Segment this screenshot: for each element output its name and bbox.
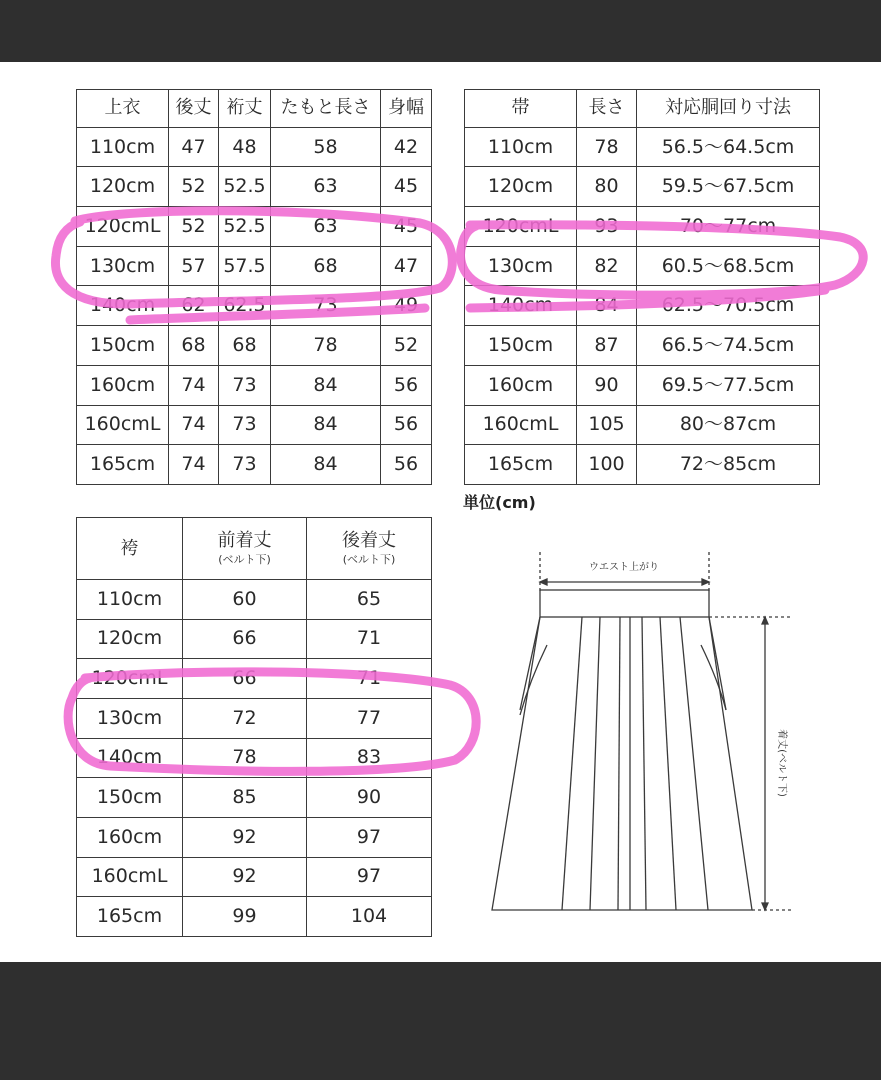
table-cell: 83 xyxy=(307,738,432,778)
table-cell: 58 xyxy=(271,127,381,167)
table-row xyxy=(77,365,432,405)
column-header: 袴 xyxy=(77,518,183,580)
table-cell: 92 xyxy=(183,857,307,897)
table-row xyxy=(77,445,432,485)
table-cell: 165cm xyxy=(77,897,183,937)
table-cell: 165cm xyxy=(465,445,577,485)
table-cell: 68 xyxy=(271,246,381,286)
column-header: 身幅 xyxy=(381,90,432,128)
top-dark-bar xyxy=(0,0,881,62)
table-cell: 56 xyxy=(381,365,432,405)
table-cell: 56 xyxy=(381,445,432,485)
table-cell: 140cm xyxy=(77,738,183,778)
table-cell: 110cm xyxy=(77,580,183,620)
table-cell: 45 xyxy=(381,167,432,207)
table-cell: 84 xyxy=(271,365,381,405)
column-header: 上衣 xyxy=(77,90,169,128)
table-row xyxy=(77,405,432,445)
pleat-line xyxy=(660,617,676,910)
table-row xyxy=(465,445,820,485)
side-slit-left xyxy=(520,617,540,710)
table-row xyxy=(77,778,432,818)
table-cell: 77 xyxy=(307,698,432,738)
table-cell: 52.5 xyxy=(219,207,271,247)
table-cell: 140cm xyxy=(77,286,169,326)
header-note-text: (ベルト下) xyxy=(342,553,396,566)
table-cell: 105 xyxy=(577,405,637,445)
table-cell: 97 xyxy=(307,817,432,857)
table-cell: 120cm xyxy=(77,167,169,207)
table-cell: 130cm xyxy=(77,246,169,286)
table-cell: 160cmL xyxy=(77,405,169,445)
table-cell: 63 xyxy=(271,207,381,247)
table-cell: 68 xyxy=(169,326,219,366)
table-cell: 72～85cm xyxy=(637,445,820,485)
table-cell: 160cm xyxy=(77,365,169,405)
pleat-line xyxy=(562,617,582,910)
table-cell: 110cm xyxy=(77,127,169,167)
table-cell: 90 xyxy=(307,778,432,818)
header-note-text: (ベルト下) xyxy=(218,553,271,566)
table-cell: 84 xyxy=(271,405,381,445)
table-cell: 120cm xyxy=(465,167,577,207)
table-cell: 47 xyxy=(169,127,219,167)
table-cell: 62 xyxy=(169,286,219,326)
table-row xyxy=(77,207,432,247)
table-row xyxy=(465,326,820,366)
table-cell: 104 xyxy=(307,897,432,937)
column-header-back-length xyxy=(307,518,432,580)
table-cell: 57.5 xyxy=(219,246,271,286)
table-cell: 120cmL xyxy=(77,659,183,699)
table-header-row xyxy=(465,90,820,128)
side-slit-right xyxy=(709,617,726,710)
pleat-line xyxy=(680,617,708,910)
table-cell: 84 xyxy=(577,286,637,326)
table-cell: 70～77cm xyxy=(637,207,820,247)
table-row xyxy=(465,286,820,326)
bottom-dark-bar xyxy=(0,962,881,1080)
table-row xyxy=(77,857,432,897)
table-cell: 78 xyxy=(271,326,381,366)
table-cell: 85 xyxy=(183,778,307,818)
table-cell: 72 xyxy=(183,698,307,738)
column-header: たもと長さ xyxy=(271,90,381,128)
table-row xyxy=(465,127,820,167)
table-cell: 130cm xyxy=(77,698,183,738)
table-cell: 78 xyxy=(183,738,307,778)
table-cell: 71 xyxy=(307,659,432,699)
table-row xyxy=(465,207,820,247)
table-cell: 66.5～74.5cm xyxy=(637,326,820,366)
table-cell: 130cm xyxy=(465,246,577,286)
table-header-row xyxy=(77,518,432,580)
table-cell: 68 xyxy=(219,326,271,366)
table-cell: 52.5 xyxy=(219,167,271,207)
table-cell: 150cm xyxy=(77,326,169,366)
table-cell: 93 xyxy=(577,207,637,247)
table-row xyxy=(77,167,432,207)
table-header-row xyxy=(77,90,432,128)
table-row xyxy=(77,817,432,857)
belt-size-table xyxy=(464,89,820,485)
table-cell: 165cm xyxy=(77,445,169,485)
table-cell: 120cmL xyxy=(77,207,169,247)
table-cell: 84 xyxy=(271,445,381,485)
table-cell: 160cm xyxy=(465,365,577,405)
table-row xyxy=(465,246,820,286)
pleat-line xyxy=(590,617,600,910)
table-row xyxy=(77,326,432,366)
table-cell: 140cm xyxy=(465,286,577,326)
unit-label: 単位(cm) xyxy=(463,493,536,512)
table-cell: 42 xyxy=(381,127,432,167)
table-cell: 120cm xyxy=(77,619,183,659)
table-cell: 49 xyxy=(381,286,432,326)
table-cell: 110cm xyxy=(465,127,577,167)
table-row xyxy=(465,405,820,445)
table-cell: 74 xyxy=(169,445,219,485)
table-cell: 45 xyxy=(381,207,432,247)
table-cell: 57 xyxy=(169,246,219,286)
table-cell: 56 xyxy=(381,405,432,445)
table-cell: 160cmL xyxy=(465,405,577,445)
table-cell: 71 xyxy=(307,619,432,659)
column-header: 後丈 xyxy=(169,90,219,128)
hakama-diagram xyxy=(480,540,800,930)
table-cell: 160cm xyxy=(77,817,183,857)
table-cell: 52 xyxy=(169,167,219,207)
table-cell: 73 xyxy=(219,365,271,405)
table-row xyxy=(77,246,432,286)
table-cell: 63 xyxy=(271,167,381,207)
table-cell: 52 xyxy=(381,326,432,366)
table-row xyxy=(465,167,820,207)
table-cell: 73 xyxy=(219,445,271,485)
column-header-front-length xyxy=(183,518,307,580)
table-row xyxy=(77,738,432,778)
pleat-line xyxy=(642,617,646,910)
table-cell: 99 xyxy=(183,897,307,937)
table-cell: 59.5～67.5cm xyxy=(637,167,820,207)
table-cell: 62.5～70.5cm xyxy=(637,286,820,326)
table-cell: 65 xyxy=(307,580,432,620)
header-main-text: 後着丈 xyxy=(342,530,396,551)
table-cell: 82 xyxy=(577,246,637,286)
table-cell: 66 xyxy=(183,619,307,659)
table-row xyxy=(77,698,432,738)
table-cell: 120cmL xyxy=(465,207,577,247)
table-row xyxy=(77,619,432,659)
column-header: 対応胴回り寸法 xyxy=(637,90,820,128)
length-label: 着丈(ベルト下) xyxy=(776,729,787,797)
table-cell: 47 xyxy=(381,246,432,286)
table-cell: 62.5 xyxy=(219,286,271,326)
table-row xyxy=(77,897,432,937)
table-row xyxy=(77,659,432,699)
table-cell: 73 xyxy=(271,286,381,326)
table-cell: 73 xyxy=(219,405,271,445)
table-cell: 90 xyxy=(577,365,637,405)
table-row xyxy=(77,286,432,326)
table-cell: 60.5～68.5cm xyxy=(637,246,820,286)
table-cell: 80～87cm xyxy=(637,405,820,445)
table-row xyxy=(77,580,432,620)
column-header: 帯 xyxy=(465,90,577,128)
table-cell: 56.5～64.5cm xyxy=(637,127,820,167)
hakama-size-table xyxy=(76,517,432,937)
table-row xyxy=(465,365,820,405)
table-cell: 48 xyxy=(219,127,271,167)
table-cell: 100 xyxy=(577,445,637,485)
table-cell: 160cmL xyxy=(77,857,183,897)
pleat-line xyxy=(618,617,620,910)
waist-label: ウエスト上がり xyxy=(589,562,659,573)
tops-size-table xyxy=(76,89,432,485)
table-cell: 66 xyxy=(183,659,307,699)
header-main-text: 前着丈 xyxy=(217,530,272,551)
table-cell: 150cm xyxy=(77,778,183,818)
table-cell: 74 xyxy=(169,365,219,405)
table-cell: 60 xyxy=(183,580,307,620)
table-cell: 78 xyxy=(577,127,637,167)
table-cell: 52 xyxy=(169,207,219,247)
table-row xyxy=(77,127,432,167)
waistband xyxy=(540,590,709,617)
pocket-curve-right xyxy=(701,645,726,710)
table-cell: 80 xyxy=(577,167,637,207)
table-cell: 87 xyxy=(577,326,637,366)
table-cell: 69.5～77.5cm xyxy=(637,365,820,405)
column-header: 裄丈 xyxy=(219,90,271,128)
column-header: 長さ xyxy=(577,90,637,128)
table-cell: 150cm xyxy=(465,326,577,366)
table-cell: 92 xyxy=(183,817,307,857)
table-cell: 97 xyxy=(307,857,432,897)
table-cell: 74 xyxy=(169,405,219,445)
